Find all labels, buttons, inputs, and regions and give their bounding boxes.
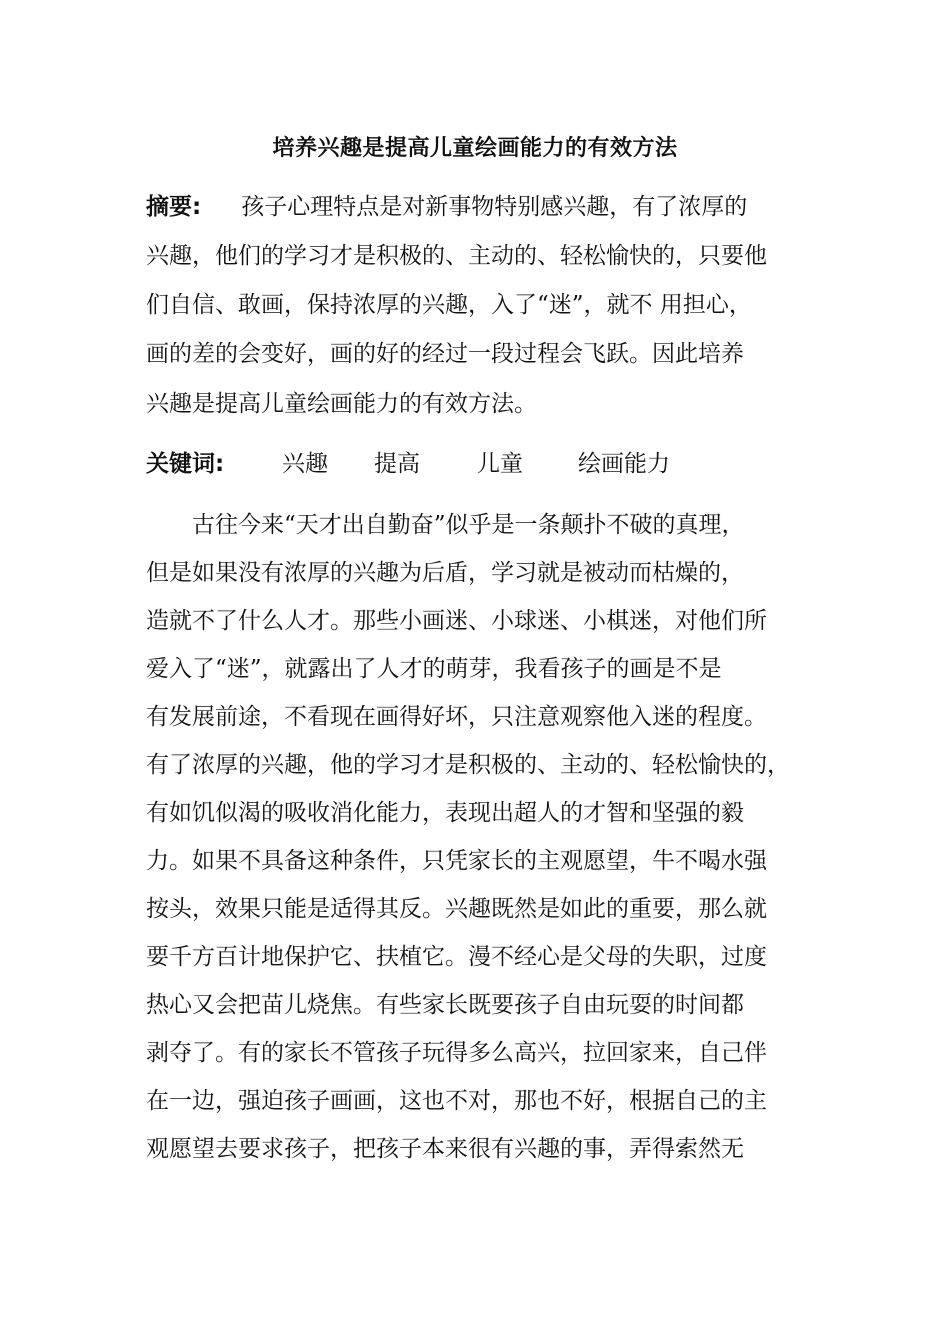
body-line: 有发展前途，不看现在画得好坏，只注意观察他入迷的程度。 <box>146 704 767 730</box>
abstract-line <box>146 190 826 224</box>
abstract-line: 兴趣，他们的学习才是积极的、主动的、轻松愉快的，只要他 <box>146 243 767 269</box>
keyword-item: 提高 <box>374 451 420 477</box>
body-line: 有了浓厚的兴趣，他的学习才是积极的、主动的、轻松愉快的， <box>146 752 790 778</box>
keyword-item: 儿童 <box>477 451 523 477</box>
body-line: 但是如果没有浓厚的兴趣为后盾，学习就是被动而枯燥的， <box>146 560 744 586</box>
abstract-text: 孩子心理特点是对新事物特别感兴趣，有了浓厚的 <box>241 194 748 220</box>
keywords-label: 关键词: <box>146 451 225 477</box>
keywords-line <box>146 447 826 481</box>
body-line: 在一边，强迫孩子画画，这也不对，那也不好，根据自己的主 <box>146 1088 767 1114</box>
abstract-line: 们自信、敢画，保持浓厚的兴趣，入了“迷”，就不 用担心， <box>146 292 752 318</box>
body-line: 有如饥似渴的吸收消化能力，表现出超人的才智和坚强的毅 <box>146 800 744 826</box>
body-line: 观愿望去要求孩子，把孩子本来很有兴趣的事，弄得索然无 <box>146 1136 744 1162</box>
body-line: 要千方百计地保护它、扶植它。漫不经心是父母的失职，过度 <box>146 944 767 970</box>
body-line: 力。如果不具备这种条件，只凭家长的主观愿望，牛不喝水强 <box>146 848 767 874</box>
body-line: 造就不了什么人才。那些小画迷、小球迷、小棋迷，对他们所 <box>146 608 767 634</box>
document-title: 培养兴趣是提高儿童绘画能力的有效方法 <box>272 136 678 161</box>
abstract-line: 兴趣是提高儿童绘画能力的有效方法。 <box>146 391 537 417</box>
body-line: 热心又会把苗儿烧焦。有些家长既要孩子自由玩耍的时间都 <box>146 992 744 1018</box>
body-line: 古往今来“天才出自勤奋”似乎是一条颠扑不破的真理， <box>192 512 745 538</box>
body-line: 按头，效果只能是适得其反。兴趣既然是如此的重要，那么就 <box>146 896 767 922</box>
abstract-label: 摘要: <box>146 194 202 220</box>
keyword-item: 绘画能力 <box>578 451 670 477</box>
abstract-line: 画的差的会变好，画的好的经过一段过程会飞跃。因此培养 <box>146 341 744 367</box>
body-line: 爱入了“迷”，就露出了人才的萌芽，我看孩子的画是不是 <box>146 656 722 682</box>
keyword-item: 兴趣 <box>282 451 328 477</box>
body-line: 剥夺了。有的家长不管孩子玩得多么高兴，拉回家来，自己伴 <box>146 1040 767 1066</box>
